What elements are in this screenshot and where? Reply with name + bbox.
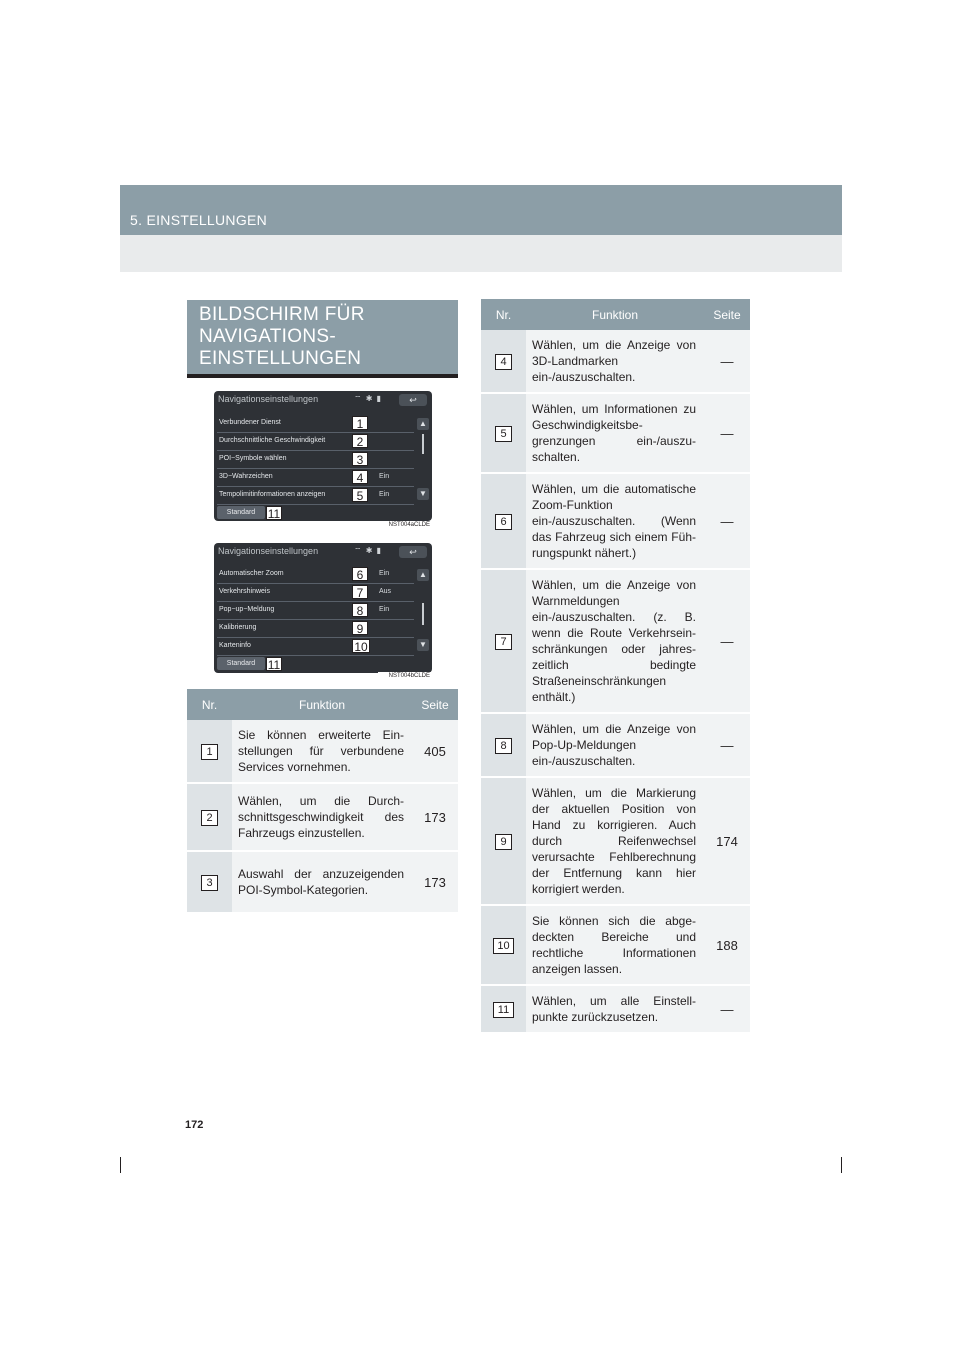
row-number: 8 [495, 738, 512, 754]
setting-row-speed-limit[interactable] [217, 488, 414, 505]
row-value: Ein [379, 606, 390, 613]
function-text: Wählen, um die automatische Zoom-Funktion ein-/auszuschalten. (Wenn das Fahrzeug sich einem Führungspunkt nähert.) [526, 473, 704, 569]
heading-line-3: EINSTELLUNGEN [199, 348, 362, 369]
scroll-up-icon[interactable]: ▲ [417, 418, 429, 430]
setting-row-connected-service[interactable] [217, 416, 414, 433]
row-label: Kalibrierung [219, 624, 257, 631]
scroll-up-icon[interactable]: ▲ [417, 569, 429, 581]
page-reference: — [704, 985, 750, 1033]
table-row [481, 569, 750, 713]
nr-cell [481, 985, 526, 1033]
function-text: Wählen, um die Anzeige von Warnmeldungen ein-/auszuschalten. (z. B. wenn die Route Verkehrseinschränkungen oder jahreszeitlich bedingte Straßeneinschränkungen enthält.) [526, 569, 704, 713]
scroll-down-icon[interactable]: ▼ [417, 488, 429, 500]
table-row [187, 851, 458, 913]
setting-row-traffic-notice[interactable] [217, 585, 414, 602]
row-number: 5 [495, 426, 512, 442]
callout-number: 10 [352, 639, 370, 653]
section-title: 5. EINSTELLUNGEN [130, 212, 268, 228]
page-reference: 173 [412, 851, 458, 913]
function-text: Wählen, um die Anzeige von 3D-Landmarken ein-/auszuschalten. [526, 330, 704, 393]
callout-number: 11 [267, 658, 281, 672]
table-header-row [187, 689, 458, 720]
row-number: 10 [493, 938, 514, 954]
row-number: 4 [495, 354, 512, 370]
setting-row-popup-message[interactable] [217, 603, 414, 620]
callout-number: 1 [352, 416, 368, 430]
status-icons: ⌔ ✱ ▮ [354, 546, 383, 555]
row-label: Pop−up−Meldung [219, 606, 275, 613]
setting-row-calibration[interactable] [217, 621, 414, 638]
callout-number: 5 [352, 488, 368, 502]
callout-number: 11 [267, 507, 281, 521]
function-text: Sie können sich die abgedeckten Bereiche und rechtliche Informationen anzeigen lassen. [526, 905, 704, 985]
row-label: Verkehrshinweis [219, 588, 270, 595]
nr-cell [187, 783, 232, 851]
row-value: Aus [379, 588, 392, 595]
callout-number: 2 [352, 434, 368, 448]
crop-mark [120, 1157, 121, 1173]
table-row [481, 905, 750, 985]
setting-row-3d-landmarks[interactable] [217, 470, 414, 487]
table-row [481, 985, 750, 1033]
scroll-down-icon[interactable]: ▼ [417, 639, 429, 651]
row-number: 6 [495, 514, 512, 530]
section-heading [187, 300, 458, 378]
setting-row-average-speed[interactable] [217, 434, 414, 451]
row-value: Ein [379, 473, 390, 480]
status-icons: ⌔ ✱ ▮ [354, 394, 383, 403]
table-row [481, 473, 750, 569]
row-number: 2 [201, 810, 218, 826]
heading-text [199, 304, 365, 370]
nr-cell [187, 851, 232, 913]
function-text: Wählen, um die Anzeige von Pop-Up-Meldungen ein-/auszuschalten. [526, 713, 704, 777]
standard-button[interactable]: Standard [217, 506, 265, 519]
heading-line-1: BILDSCHIRM FÜR [199, 304, 365, 325]
callout-number: 7 [352, 585, 368, 599]
table-row [481, 777, 750, 905]
row-number: 9 [495, 834, 512, 850]
row-label: POI−Symbole wählen [219, 455, 287, 462]
page-reference: — [704, 473, 750, 569]
callout-number: 4 [352, 470, 368, 484]
function-text: Wählen, um die Durchschnittsgeschwindigkeit des Fahrzeugs einzustellen. [232, 783, 412, 851]
function-text: Wählen, um die Markierung der aktuellen Position von Hand zu korrigieren. Auch durch Reifenwechsel verursachte Fehlberechnung der Entfernung kann hier korrigiert werden. [526, 777, 704, 905]
page-reference: 405 [412, 720, 458, 783]
row-number: 1 [201, 744, 218, 760]
header-nr: Nr. [481, 299, 526, 330]
page-reference: — [704, 569, 750, 713]
nr-cell [481, 393, 526, 473]
function-text: Wählen, um alle Einstellpunkte zurückzusetzen. [526, 985, 704, 1033]
crop-mark [841, 1157, 842, 1173]
table-row [481, 393, 750, 473]
nr-cell [187, 720, 232, 783]
function-table-left [187, 689, 458, 914]
scrollbar[interactable] [422, 603, 424, 625]
table-row [187, 720, 458, 783]
function-table-right [481, 299, 750, 1034]
page-reference: — [704, 330, 750, 393]
screen-title: Navigationseinstellungen [218, 394, 319, 404]
row-number: 11 [493, 1002, 514, 1018]
table-header-row [481, 299, 750, 330]
nav-settings-screen-1 [214, 391, 432, 521]
screen-title: Navigationseinstellungen [218, 546, 319, 556]
nr-cell [481, 905, 526, 985]
row-label: Karteninfo [219, 642, 251, 649]
page-reference: — [704, 713, 750, 777]
heading-line-2: NAVIGATIONS- [199, 326, 336, 347]
row-label: Automatischer Zoom [219, 570, 284, 577]
header-seite: Seite [412, 689, 458, 720]
image-code: NST004aCLDE [378, 521, 432, 530]
nr-cell [481, 330, 526, 393]
setting-row-auto-zoom[interactable] [217, 567, 414, 584]
callout-number: 3 [352, 452, 368, 466]
function-text: Sie können erweiterte Einstellungen für verbundene Services vornehmen. [232, 720, 412, 783]
nr-cell [481, 473, 526, 569]
image-code: NST004bCLDE [378, 672, 432, 681]
page-reference: 173 [412, 783, 458, 851]
row-label: Durchschnittliche Geschwindigkeit [219, 437, 326, 444]
callout-number: 8 [352, 603, 368, 617]
row-number: 7 [495, 634, 512, 650]
row-number: 3 [201, 875, 218, 891]
header-nr: Nr. [187, 689, 232, 720]
nav-settings-screen-2 [214, 543, 432, 673]
table-row [481, 713, 750, 777]
row-label: Verbundener Dienst [219, 419, 281, 426]
scrollbar[interactable] [422, 434, 424, 454]
callout-number: 6 [352, 567, 368, 581]
back-arrow-icon[interactable]: ↩ [399, 394, 427, 406]
back-arrow-icon[interactable]: ↩ [399, 546, 427, 558]
page-number: 172 [185, 1119, 204, 1131]
row-value: Ein [379, 491, 390, 498]
table-row [481, 330, 750, 393]
nr-cell [481, 777, 526, 905]
row-value: Ein [379, 570, 390, 577]
nr-cell [481, 569, 526, 713]
header-funktion: Funktion [526, 299, 704, 330]
function-text: Auswahl der anzuzeigenden POI-Symbol-Kategorien. [232, 851, 412, 913]
standard-button[interactable]: Standard [217, 657, 265, 670]
page-reference: — [704, 393, 750, 473]
page-reference: 174 [704, 777, 750, 905]
row-label: Tempolimitinformationen anzeigen [219, 491, 326, 498]
page-reference: 188 [704, 905, 750, 985]
header-funktion: Funktion [232, 689, 412, 720]
callout-number: 9 [352, 621, 368, 635]
setting-row-poi-symbols[interactable] [217, 452, 414, 469]
row-label: 3D−Wahrzeichen [219, 473, 273, 480]
setting-row-map-info[interactable] [217, 639, 414, 656]
nr-cell [481, 713, 526, 777]
function-text: Wählen, um Informationen zu Geschwindigkeitsbegrenzungen ein-/auszuschalten. [526, 393, 704, 473]
header-seite: Seite [704, 299, 750, 330]
table-row [187, 783, 458, 851]
